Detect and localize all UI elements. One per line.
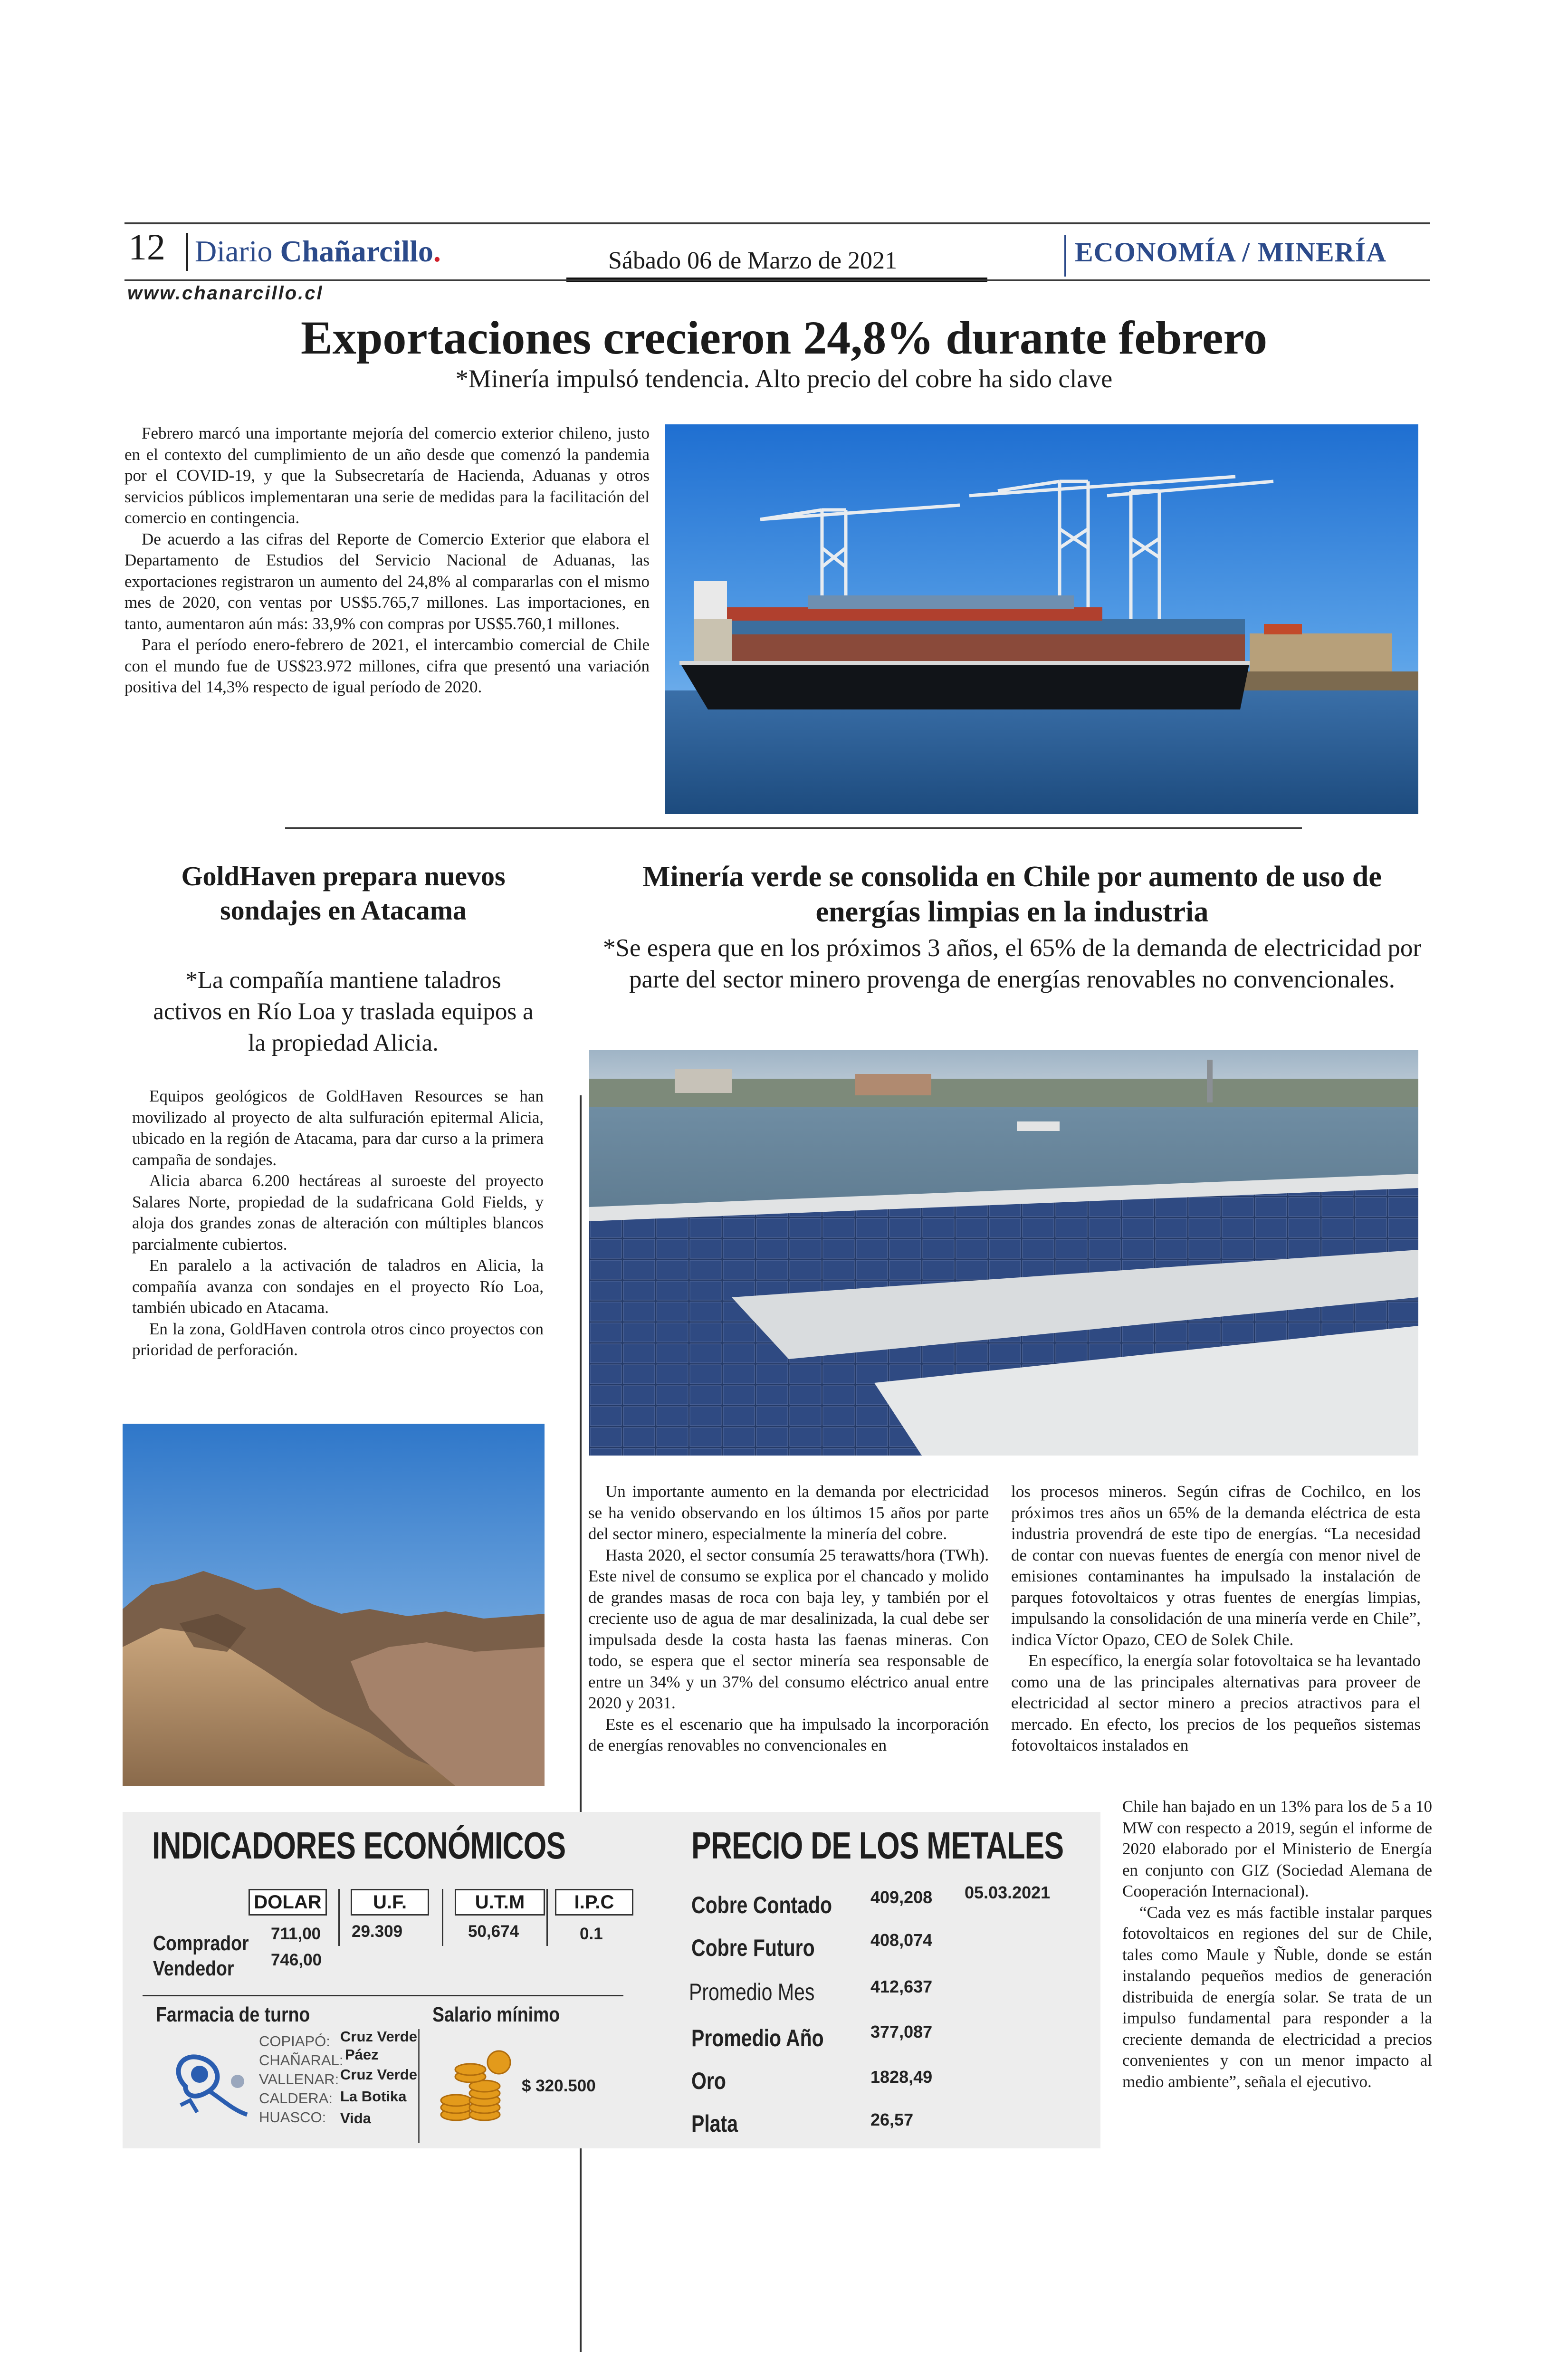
goldhaven-column-rule <box>580 1095 582 2352</box>
salario-value: $ 320.500 <box>522 2077 596 2095</box>
pharmacy-icon <box>152 2029 261 2124</box>
page-number: 12 <box>128 226 165 268</box>
farmacia-name: Páez <box>345 2046 379 2063</box>
goldhaven-paragraph: En paralelo a la activación de taladros en Alicia, la compañía avanza con sondajes en el proyecto Río Loa, también ubicado en Atacama. <box>132 1256 544 1317</box>
metals-date: 05.03.2021 <box>965 1883 1051 1902</box>
header-divider <box>186 233 188 271</box>
metal-label-promedio-mes: Promedio Mes <box>689 1979 815 2005</box>
farmacia-name: Cruz Verde <box>340 2028 417 2045</box>
indicators-title: INDICADORES ECONÓMICOS <box>152 1824 566 1867</box>
website-link[interactable]: www.chanarcillo.cl <box>127 283 324 304</box>
green-paragraph: Chile han bajado en un 13% para los de 5 a 10 MW con respecto a 2019, según el informe de 2020 elaborado por el Ministerio de Energía en conjunto con GIZ (Sociedad Alemana de Cooperación Internacional). <box>1122 1797 1432 1900</box>
metal-label-oro: Oro <box>691 2068 726 2094</box>
utm-value: 50,674 <box>468 1922 519 1941</box>
farmacia-city: VALLENAR: <box>259 2071 339 2088</box>
section-divider <box>1064 235 1066 277</box>
lead-body <box>124 423 650 698</box>
dolar-comprador: 711,00 <box>271 1925 321 1943</box>
coins-icon <box>437 2043 518 2124</box>
green-paragraph: Hasta 2020, el sector consumía 25 terawatts/hora (TWh). Este nivel de consumo se explica por el chancado y molido de grandes masas de roca con baja ley, y también por el creciente uso de agua de mar desalinizada, la cual debe ser impulsada desde la costa hasta las faenas mineras. Con todo, se espera que el sector minería sea responsable de entre un 34% y un 37% del consumo eléctrico anual entre 2020 y 2031. <box>588 1545 989 1712</box>
farmacia-rule <box>418 2029 420 2143</box>
lead-paragraph: Para el período enero-febrero de 2021, el intercambio comercial de Chile con el mundo fue de US$23.972 millones, cifra que presentó una variación positiva del 14,3% respecto de igual período de 2020. <box>124 635 650 696</box>
metal-label-cobre-futuro: Cobre Futuro <box>691 1935 815 1961</box>
salario-title: Salario mínimo <box>432 2003 560 2026</box>
metal-value-cobre-contado: 409,208 <box>870 1887 933 1907</box>
metal-label-cobre-contado: Cobre Contado <box>691 1892 832 1918</box>
farmacia-city: CALDERA: <box>259 2090 333 2107</box>
dolar-header: DOLAR <box>249 1889 327 1916</box>
paper-name: Chañarcillo <box>280 234 433 268</box>
goldhaven-headline: GoldHaven prepara nuevos sondajes en Atacama <box>181 861 506 926</box>
vendedor-label: Vendedor <box>153 1957 234 1980</box>
farmacia-title: Farmacia de turno <box>156 2003 310 2026</box>
atacama-desert-photo <box>123 1424 545 1786</box>
section-label: ECONOMÍA / MINERÍA <box>1075 237 1387 268</box>
farmacia-city: COPIAPÓ: <box>259 2033 330 2050</box>
ipc-header: I.P.C <box>555 1889 633 1916</box>
utm-header: U.T.M <box>455 1889 545 1916</box>
goldhaven-paragraph: En la zona, GoldHaven controla otros cinco proyectos con prioridad de perforación. <box>132 1319 544 1359</box>
uf-header: U.F. <box>351 1889 429 1916</box>
farmacia-name: Cruz Verde <box>340 2066 417 2083</box>
col-divider <box>338 1889 340 1946</box>
lead-headline: Exportaciones crecieron 24,8% durante febrero <box>301 311 1267 364</box>
farmacia-city: HUASCO: <box>259 2109 326 2126</box>
paper-prefix: Diario <box>195 234 280 268</box>
comprador-label: Comprador <box>153 1932 249 1955</box>
metal-value-promedio-ano: 377,087 <box>870 2022 933 2041</box>
dolar-vendedor: 746,00 <box>271 1951 322 1969</box>
farmacia-name: Vida <box>340 2110 371 2127</box>
farmacia-name: La Botika <box>340 2088 407 2105</box>
header-top-rule <box>124 222 1430 224</box>
issue-date: Sábado 06 de Marzo de 2021 <box>608 247 897 274</box>
farmacia-city: CHAÑARAL: <box>259 2052 344 2069</box>
lead-paragraph: Febrero marcó una importante mejoría del comercio exterior chileno, justo en el contexto del cumplimiento de un año desde que comenzó la pandemia por el COVID-19, y que la Subsecretaría de Hacienda, Aduanas y otros servicios públicos implementaran una serie de medidas para la facilitación del comercio en contingencia. <box>124 424 650 527</box>
metal-value-promedio-mes: 412,637 <box>870 1977 933 1996</box>
goldhaven-subhead: *La compañía mantiene taladros activos en Río Loa y traslada equipos a la propiedad Alicia. <box>153 967 534 1056</box>
paper-dot: . <box>433 234 441 268</box>
metal-label-plata: Plata <box>691 2110 738 2137</box>
uf-value: 29.309 <box>352 1922 403 1941</box>
col-divider <box>442 1889 443 1946</box>
ipc-value: 0.1 <box>580 1925 603 1943</box>
container-ship-illustration <box>665 424 1418 814</box>
paper-title <box>195 235 441 268</box>
floating-solar-photo <box>589 1050 1418 1456</box>
green-body-col3 <box>1122 1796 1432 2092</box>
col-divider <box>546 1889 548 1946</box>
green-paragraph: En específico, la energía solar fotovoltaica se ha levantado como una de las principales alternativas para proveer de electricidad al sector minero a precios atractivos para el mercado. En efecto, los precios de los pequeños sistemas fotovoltaicos instalados en <box>1011 1651 1421 1754</box>
metal-label-promedio-ano: Promedio Año <box>691 2025 824 2051</box>
container-ship-photo <box>665 424 1418 814</box>
goldhaven-paragraph: Equipos geológicos de GoldHaven Resources se han movilizado al proyecto de alta sulfuración epitermal Alicia, ubicado en la región de Atacama, para dar curso a la primera campaña de sondajes. <box>132 1087 544 1169</box>
solar-illustration <box>589 1050 1418 1456</box>
green-subhead: *Se espera que en los próximos 3 años, el 65% de la demanda de electricidad por parte del sector minero provenga de energías renovables no convencionales. <box>603 934 1421 993</box>
lead-paragraph: De acuerdo a las cifras del Reporte de Comercio Exterior que elabora el Departamento de Estudios del Servicio Nacional de Aduanas, las exportaciones registraron un aumento del 24,8% al compararlas con el mismo mes de 2020, con ventas por US$5.765,7 millones. Las importaciones, en tanto, aumentaron aún más: 33,9% con compras por US$5.760,1 millones. <box>124 529 650 633</box>
lead-subhead: *Minería impulsó tendencia. Alto precio del cobre ha sido clave <box>455 364 1113 393</box>
green-body-col1 <box>588 1481 989 1756</box>
indicators-divider <box>143 1995 623 1996</box>
goldhaven-paragraph: Alicia abarca 6.200 hectáreas al suroeste del proyecto Salares Norte, propiedad de la sudafricana Gold Fields, y aloja dos grandes zonas de alteración con múltiples blancos parcialmente cubiertos. <box>132 1171 544 1254</box>
metal-value-cobre-futuro: 408,074 <box>870 1930 933 1950</box>
metals-title: PRECIO DE LOS METALES <box>691 1824 1064 1867</box>
header-bottom-rule <box>124 279 1430 281</box>
green-paragraph: Un importante aumento en la demanda por electricidad se ha venido observando en los últimos 15 años por parte del sector minero, especialmente la minería del cobre. <box>588 1482 989 1543</box>
goldhaven-body <box>132 1086 544 1361</box>
green-paragraph: los procesos mineros. Según cifras de Cochilco, en los próximos tres años un 65% de la demanda eléctrica de esta industria provendrá de este tipo de energías. “La necesidad de contar con nuevas fuentes de energía con menor nivel de emisiones contaminantes ha impulsado la instalación de parques fotovoltaicos y otras fuentes de energías limpias, impulsando la consolidación de una minería verde en Chile”, indica Víctor Opazo, CEO de Solek Chile. <box>1011 1482 1421 1649</box>
green-paragraph: Este es el escenario que ha impulsado la incorporación de energías renovables no convencionales en <box>588 1715 989 1754</box>
green-headline: Minería verde se consolida en Chile por aumento de uso de energías limpias en la industria <box>642 861 1382 928</box>
section-separator <box>285 827 1302 829</box>
green-body-col2 <box>1011 1481 1421 1756</box>
green-paragraph: “Cada vez es más factible instalar parques fotovoltaicos en regiones del sur de Chile, tales como Maule y Ñuble, donde se están instalando pequeños medios de generación distribuida de energía solar. Se trata de un impulso fundamental para responder a la creciente demanda de electricidad a precios convenientes y con un menor impacto al medio ambiente”, señala el ejecutivo. <box>1122 1903 1432 2091</box>
metal-value-oro: 1828,49 <box>870 2067 933 2087</box>
desert-illustration <box>123 1424 545 1786</box>
metal-value-plata: 26,57 <box>870 2110 914 2129</box>
